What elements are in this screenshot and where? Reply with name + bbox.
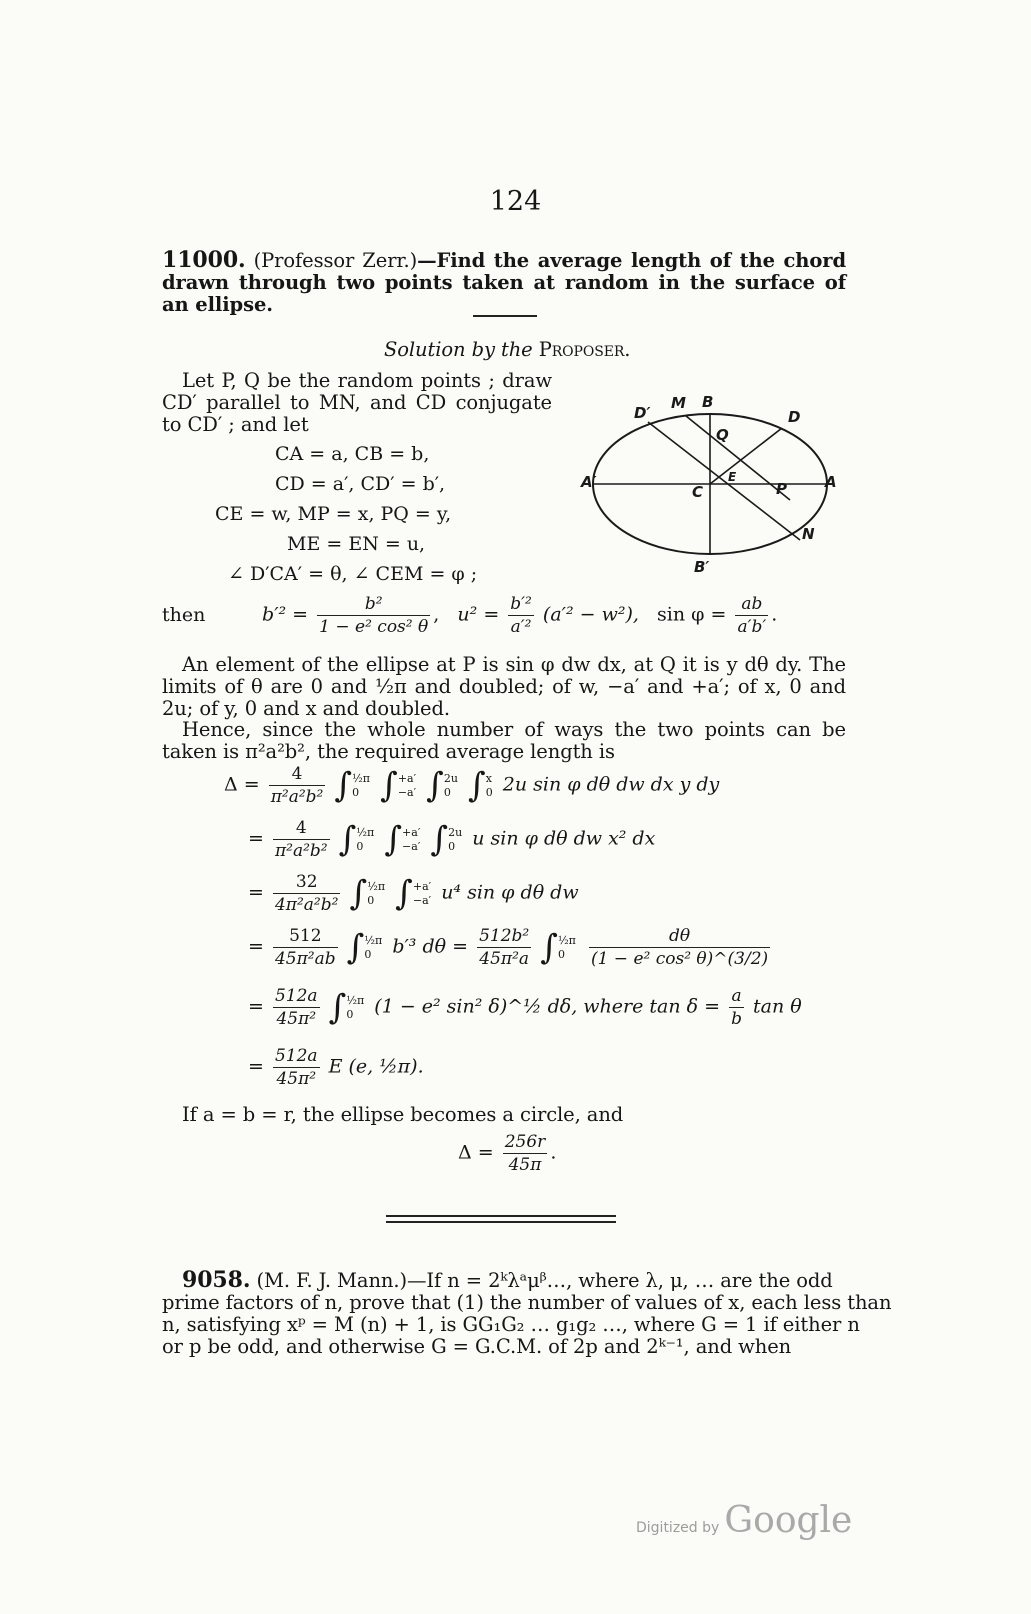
integral-limits [402,826,420,854]
integrand: b′³ dθ = [392,935,469,958]
question-proposer: (M. F. J. Mann.) [256,1269,407,1292]
double-rule-top [386,1215,616,1217]
derivation-line-4 [248,926,773,969]
section-divider [473,315,537,317]
derivation-lhs: = [248,1055,264,1078]
google-logo: Google [724,1500,853,1541]
upper-limit: +a′ [402,825,421,839]
question-line-2: prime factors of n, prove that (1) the number of values of x, each less than [162,1291,892,1314]
question-11000 [162,249,846,316]
integrand: (1 − e² sin² δ)^½ dδ, where tan δ = [374,995,721,1018]
derivation-lhs: = [248,881,264,904]
integrand: u⁴ sin φ dθ dw [441,881,579,904]
label-q: Q [716,426,729,444]
upper-limit: x [485,771,492,785]
solution-name: Proposer. [538,338,631,361]
double-rule-bottom [386,1221,616,1223]
integral-limits [448,826,462,854]
fraction-numerator: b′² [510,594,532,614]
derivation-line-3 [248,872,579,915]
derivation-fraction [273,1046,320,1089]
integral-sign: ∫ [540,927,558,968]
then-equation: then b′² = $\frac{\text{b²}}{\text{1 − e² cos² θ}}$ , u² = $\frac{\text{b′²}}{\text{a′²}}$ (a′² − w²), sin φ = $\frac{ab}{a'b'}$ . [162,594,778,637]
integrand: 2u sin φ dθ dw dx y dy [502,773,720,796]
question-number: 9058. [182,1267,251,1293]
derivation-lhs: Δ = [458,1141,494,1164]
fraction-numerator: 512a [274,986,318,1006]
lower-limit: 0 [443,785,451,799]
definition-3: CE = w, MP = x, PQ = y, [215,503,452,525]
derivation-tail: tan θ [753,995,802,1018]
upper-limit: +a′ [397,771,417,785]
integral-limits [444,772,458,800]
digitized-label: Digitized by [636,1520,720,1536]
fraction-numerator: 256r [504,1132,546,1152]
integral-limits [398,772,416,800]
lower-limit: 0 [448,839,456,853]
lower-limit: 0 [364,947,372,961]
label-d-prime: D′ [634,404,651,422]
upper-limit: ½π [558,933,576,947]
integral-sign: ∫ [380,765,398,806]
label-c: C [692,483,704,501]
paragraph-hence: Hence, since the whole number of ways the two points can be taken is π²a²b², the required average length is [162,718,846,763]
question-9058 [162,1267,892,1358]
definition-5: ∠ D′CA′ = θ, ∠ CEM = φ ; [228,563,478,585]
upper-limit: ½π [352,771,371,785]
fraction-numerator: a [729,986,744,1008]
integral-sign: ∫ [426,765,444,806]
then-label: then [162,603,206,626]
question-line-1-text: —If n = 2ᵏλᵃμᵝ…, where λ, μ, … are the odd [406,1269,833,1292]
b-prime-squared-lhs: b′² = [262,603,309,626]
fraction-numerator: 4 [273,818,330,840]
definition-4: ME = EN = u, [287,533,426,555]
lower-limit: 0 [558,947,565,961]
integral-limits [413,880,431,908]
u-squared-lhs: u² = [457,603,500,626]
lower-limit: −a′ [402,839,421,853]
derivation-fraction [273,818,330,861]
derivation-fraction [273,872,340,915]
fraction-numerator: 512b² [479,926,530,946]
fraction-denominator: π²a²b² [274,841,328,861]
fraction-numerator: 4 [269,764,326,786]
derivation-line-1 [224,764,719,807]
derivation-fraction [589,926,770,969]
fraction-denominator: 45π² [276,1009,317,1029]
page-number: 124 [489,186,542,217]
upper-limit: ½π [356,825,375,839]
integrand: u sin φ dθ dw x² dx [472,827,656,850]
sin-phi-fraction [735,594,768,637]
integral-sign: ∫ [328,987,347,1028]
fraction-denominator: π²a²b² [270,787,324,807]
integral-sign: ∫ [468,765,486,806]
lower-limit: 0 [356,839,364,853]
derivation-fraction [503,1132,548,1175]
integral-limits [356,826,374,854]
fraction-denominator: 45π²a [479,949,530,969]
question-text: —Find the average length of the chord drawn through two points taken at random in the surface of an ellipse. [162,249,846,316]
derivation-lhs: = [248,827,264,850]
lower-limit: 0 [367,893,375,907]
fraction-denominator: b [731,1009,742,1029]
integral-limits [486,772,493,800]
definition-1: CA = a, CB = b, [275,443,430,465]
integral-sign: ∫ [338,819,357,860]
upper-limit: +a′ [412,879,432,893]
question-line-3: n, satisfying xᵖ = M (n) + 1, is GG₁G₂ … g₁g₂ …, where G = 1 if either n [162,1313,860,1336]
derivation-line-2 [248,818,655,861]
derivation-lhs: = [248,995,264,1018]
integral-sign: ∫ [430,819,449,860]
question-line-4: or p be odd, and otherwise G = G.C.M. of 2p and 2ᵏ⁻¹, and when [162,1335,792,1358]
label-b-prime: B′ [694,558,710,576]
fraction-denominator: 1 − e² cos² θ [319,617,429,637]
definition-2: CD = a′, CD′ = b′, [275,473,446,495]
label-d: D [788,408,801,426]
label-a: A [825,473,837,491]
fraction-denominator: 4π²a²b² [274,895,339,915]
circle-equation [458,1132,556,1175]
label-n: N [802,525,815,543]
integral-sign: ∫ [349,873,368,914]
integral-sign: ∫ [334,765,353,806]
label-m: M [671,394,686,412]
label-b: B [702,393,714,411]
u-squared-rest: (a′² − w²), [542,603,639,626]
fraction-denominator: (1 − e² cos² θ)^(3/2) [590,949,769,969]
integral-sign: ∫ [395,873,413,914]
paragraph-limits: An element of the ellipse at P is sin φ dw dx, at Q it is y dθ dy. The limits of θ are 0 and ½π and doubled; of w, −a′ and +a′; of x, 0 and 2u; of y, 0 and x and doubled. [162,653,846,720]
upper-limit: ½π [346,993,365,1007]
derivation-lhs: Δ = [224,773,260,796]
fraction-denominator: 45π² [276,1069,317,1089]
derivation-lhs: = [248,935,264,958]
derivation-fraction [273,986,320,1029]
digitized-footer [636,1500,852,1541]
lower-limit: −a′ [412,893,432,907]
sin-phi-lhs: sin φ = [657,603,727,626]
ellipse-figure [578,388,848,578]
label-a-prime: A′ [581,473,597,491]
question-proposer: (Professor Zerr.) [253,249,418,272]
integral-limits [367,880,385,908]
lower-limit: −a′ [397,785,417,799]
upper-limit: 2u [448,825,463,839]
lower-limit: 0 [346,1007,354,1021]
derivation-fraction [729,986,744,1029]
fraction-numerator: 512a [274,1046,318,1066]
question-number: 11000. [162,247,246,273]
solution-prefix: Solution by the [384,338,533,361]
lower-limit: 0 [352,785,360,799]
integral-sign: ∫ [346,927,365,968]
fraction-denominator: a′b′ [737,617,767,637]
label-p: P [776,480,787,498]
upper-limit: ½π [364,933,383,947]
upper-limit: 2u [443,771,458,785]
u-squared-fraction [508,594,534,637]
integral-sign: ∫ [384,819,403,860]
derivation-result: E (e, ½π). [328,1055,424,1078]
fraction-numerator: b² [317,594,430,616]
label-e: E [728,470,737,484]
integral-limits [352,772,370,800]
fraction-numerator: 32 [273,872,340,894]
derivation-fraction [273,926,338,969]
fraction-numerator: dθ [589,926,770,948]
solution-heading [384,339,630,361]
fraction-numerator: ab [735,594,768,616]
solution-intro: Let P, Q be the random points ; draw CD′ parallel to MN, and CD conjugate to CD′ ; and let [162,369,552,436]
fraction-numerator: 512 [273,926,338,948]
b-prime-squared-fraction [317,594,430,637]
derivation-line-6 [248,1046,424,1089]
question-line-1 [162,1269,846,1292]
derivation-fraction [269,764,326,807]
fraction-denominator: 45π [508,1155,542,1175]
lower-limit: 0 [485,785,493,799]
fraction-denominator: a′² [510,617,532,637]
derivation-fraction [477,926,531,969]
integral-limits [346,994,364,1022]
circle-text: If a = b = r, the ellipse becomes a circle, and [182,1103,624,1126]
upper-limit: ½π [367,879,386,893]
derivation-tail: . [550,1141,557,1164]
fraction-denominator: 45π²ab [274,949,336,969]
integral-limits [558,934,576,962]
integral-limits [364,934,382,962]
derivation-line-5 [248,986,802,1029]
